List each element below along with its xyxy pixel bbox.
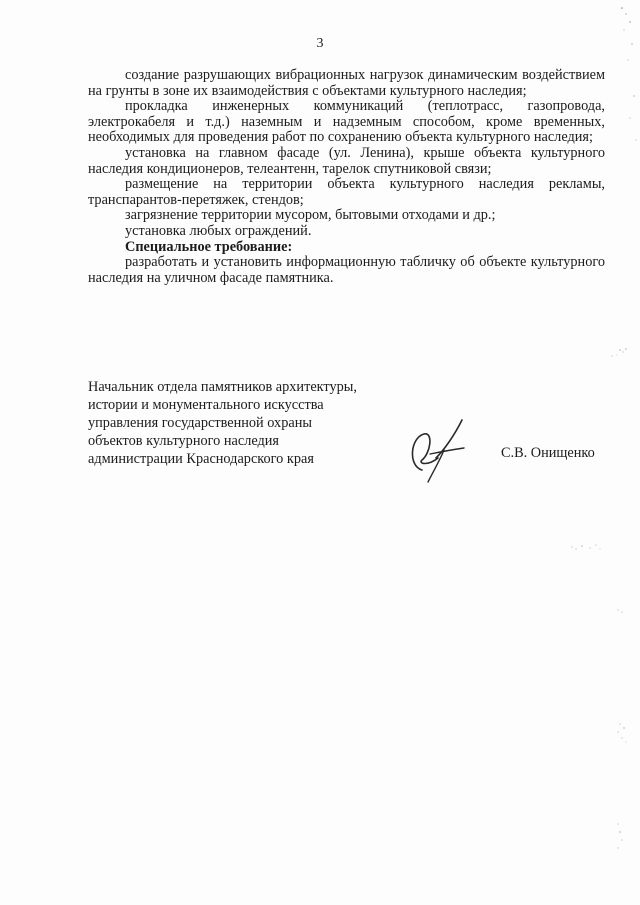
handwritten-signature — [400, 408, 480, 488]
page-number: 3 — [316, 36, 324, 51]
signer-name: С.В. Онищенко — [501, 445, 595, 461]
paragraph-vibration-loads: создание разрушающих вибрационных нагрузок динамическим воздействием на грунты в зоне их взаимодействия с объектами культурного наследия; — [88, 67, 605, 99]
signature-block — [88, 378, 608, 488]
document-body — [88, 68, 605, 286]
signer-position — [88, 378, 388, 468]
special-requirement-heading: Специальное требование: — [125, 238, 293, 255]
paragraph-utility-lines: прокладка инженерных коммуникаций (теплотрасс, газопровода, электрокабеля и т.д.) наземным и надземным способом, кроме временных, необходимых для проведения работ по сохранению объекта культурного наследия; — [88, 98, 605, 146]
signer-position-line: объектов культурного наследия — [88, 433, 279, 449]
paragraph-fencing: установка любых ограждений. — [125, 222, 312, 239]
scan-noise-right-edge — [560, 0, 640, 905]
paragraph-advertising: размещение на территории объекта культурного наследия рекламы, транспарантов-перетяжек, стендов; — [88, 176, 605, 208]
signer-position-line: истории и монументального искусства — [88, 397, 324, 413]
paragraph-facade-equipment: установка на главном фасаде (ул. Ленина), крыше объекта культурного наследия кондиционеров, телеантенн, тарелок спутниковой связи; — [88, 144, 605, 177]
signer-position-line: администрации Краснодарского края — [88, 451, 314, 467]
paragraph-pollution: загрязнение территории мусором, бытовыми отходами и др.; — [125, 207, 496, 224]
signer-position-line: управления государственной охраны — [88, 415, 312, 431]
signer-position-line: Начальник отдела памятников архитектуры, — [88, 379, 357, 395]
paragraph-info-plaque: разработать и установить информационную табличку об объекте культурного наследия на уличном фасаде памятника. — [88, 254, 605, 286]
